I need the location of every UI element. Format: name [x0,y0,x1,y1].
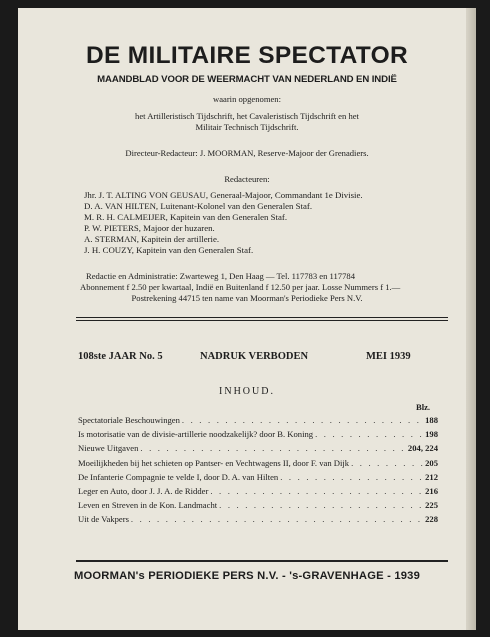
editor-line: J. H. COUZY, Kapitein van den Generalen Staf. [84,245,254,255]
toc-entry-title: Spectatoriale Beschouwingen [78,415,180,425]
toc-page-label: Blz. [416,402,431,412]
toc-entry [78,486,438,498]
journal-title: DE MILITAIRE SPECTATOR [86,42,408,69]
toc-entry-title: Uit de Vakpers [78,514,129,525]
journal-subtitle: MAANDBLAD VOOR DE WEERMACHT VAN NEDERLAND EN INDIË [97,74,397,85]
toc-entry-page: 225 [425,500,438,511]
toc-entry [78,472,438,484]
toc-entry-page: 198 [425,429,438,440]
toc-heading: INHOUD. [219,386,275,397]
toc-entry [78,443,438,455]
toc-entry-title: De Infanterie Compagnie te velde I, door D. A. van Hilten [78,471,279,482]
toc-leader-dots [131,514,423,524]
editor-line: Jhr. J. T. ALTING VON GEUSAU, Generaal-Majoor, Commandant 1e Divisie. [84,190,363,200]
divider-bottom [76,560,448,562]
toc-leader-dots [351,458,423,468]
toc-entry-page: 212 [425,471,438,482]
director-line: Directeur-Redacteur: J. MOORMAN, Reserve-Majoor der Grenadiers. [125,148,369,158]
toc-leader-dots [182,415,423,425]
incorporating-label: waarin opgenomen: [212,94,281,104]
toc-entry-page: 216 [425,486,438,496]
editor-line: A. STERMAN, Kapitein der artillerie. [84,234,220,244]
toc-leader-dots [315,429,423,439]
toc-entry [78,429,438,441]
toc-entry [78,500,438,512]
toc-leader-dots [210,486,423,496]
issue-volume: 108ste JAAR No. 5 [78,351,163,362]
toc-entry-title: Moeilijkheden bij het schieten op Pantser- en Vechtwagens II, door F. van Dijk [78,457,350,468]
toc-entry [78,514,438,526]
editor-line: P. W. PIETERS, Majoor der huzaren. [84,223,215,233]
divider-top [76,317,448,318]
toc-leader-dots [280,472,423,482]
toc-entry [78,458,438,470]
issue-date: MEI 1939 [366,351,411,362]
admin-address: Redactie en Administratie: Zwarteweg 1, Den Haag — Tel. 117783 en 117784 [86,271,355,281]
toc-entry-page: 188 [425,415,438,425]
reprint-notice: NADRUK VERBODEN [200,351,309,362]
postal-account-line: Postrekening 44715 ten name van Moorman's Periodieke Pers N.V. [131,293,363,303]
toc-entry-title: Leven en Streven in de Kon. Landmacht [78,500,218,511]
toc-entry [78,415,438,427]
editors-heading: Redacteuren: [224,174,270,184]
publisher-footer: MOORMAN's PERIODIEKE PERS N.V. - 's-GRAVENHAGE - 1939 [73,570,421,582]
toc-entry-title: Leger en Auto, door J. J. A. de Ridder [78,486,209,496]
toc-entry-title: Nieuwe Uitgaven [78,443,139,454]
toc-entry-page: 204, 224 [407,443,438,454]
document-page [18,8,476,630]
merged-journals-line1: het Artilleristisch Tijdschrift, het Cavaleristisch Tijdschrift en het [135,111,359,121]
toc-leader-dots [140,443,406,453]
divider-top-2 [76,320,448,321]
toc-entry-page: 205 [425,457,438,468]
editor-line: M. R. H. CALMEIJER, Kapitein van den Generalen Staf. [84,212,288,222]
merged-journals-line2: Militair Technisch Tijdschrift. [195,122,299,132]
editor-line: D. A. VAN HILTEN, Luitenant-Kolonel van den Generalen Staf. [84,201,313,211]
toc-entry-page: 228 [425,514,438,525]
toc-entry-title: Is motorisatie van de divisie-artillerie noodzakelijk? door B. Koning [78,429,314,440]
toc-leader-dots [219,500,423,510]
subscription-line: Abonnement f 2.50 per kwartaal, Indië en Buitenland f 12.50 per jaar. Losse Nummers f 1.— [80,282,401,292]
